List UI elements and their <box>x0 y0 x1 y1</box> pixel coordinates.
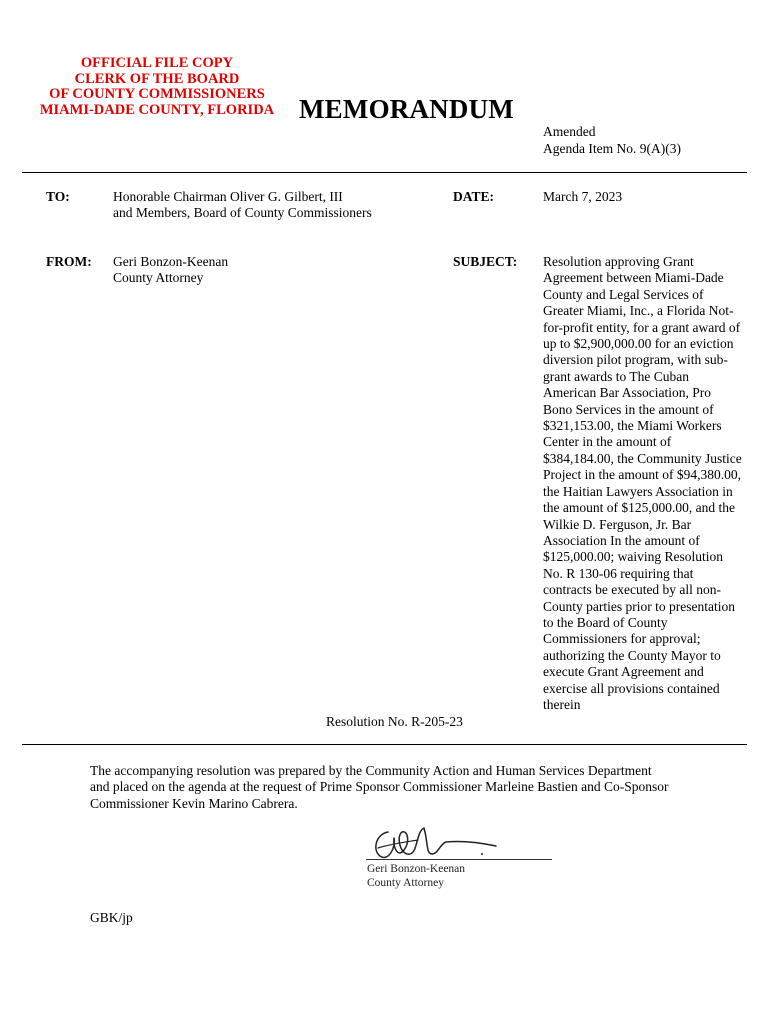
subject-line: execute Grant Agreement and <box>543 664 704 680</box>
subject-line: Commissioners for approval; <box>543 631 701 647</box>
from-label: FROM: <box>46 254 92 269</box>
subject-line: $384,184.00, the Community Justice <box>543 450 742 466</box>
stamp-line: MIAMI-DADE COUNTY, FLORIDA <box>39 101 275 118</box>
signatory-name: Geri Bonzon-Keenan <box>367 863 466 875</box>
memo-body <box>90 763 700 812</box>
subject-line: Bono Services in the amount of <box>543 401 714 417</box>
memo-title: MEMORANDUM <box>299 94 514 124</box>
subject-line: Wilkie D. Ferguson, Jr. Bar <box>543 516 692 532</box>
stamp-line: OF COUNTY COMMISSIONERS <box>49 86 265 102</box>
amended-label: Amended <box>543 124 596 139</box>
subject-line: Agreement between Miami-Dade <box>543 270 724 286</box>
from-line: Geri Bonzon-Keenan <box>113 254 229 269</box>
date-value: March 7, 2023 <box>543 189 623 204</box>
agenda-block <box>543 123 681 157</box>
subject-line: exercise all provisions contained <box>543 680 720 696</box>
subject-line: to the Board of County <box>543 614 668 630</box>
agenda-item-number: Agenda Item No. 9(A)(3) <box>543 141 681 156</box>
body-line: The accompanying resolution was prepared by the Community Action and Human Services Department <box>90 763 652 778</box>
subject-line: Greater Miami, Inc., a Florida Not- <box>543 303 734 319</box>
subject-text <box>543 254 753 713</box>
subject-line: authorizing the County Mayor to <box>543 647 721 663</box>
subject-line: grant awards to The Cuban <box>543 368 689 384</box>
subject-line: $125,000.00; waiving Resolution <box>543 549 723 565</box>
subject-line: No. R 130-06 requiring that <box>543 565 694 581</box>
subject-line: up to $2,900,000.00 for an eviction <box>543 336 734 352</box>
from-line: County Attorney <box>113 270 204 286</box>
typist-initials: GBK/jp <box>90 910 133 925</box>
official-file-copy-stamp <box>30 56 284 118</box>
subject-line: the amount of $125,000.00, and the <box>543 500 735 516</box>
to-line: Honorable Chairman Oliver G. Gilbert, III <box>113 189 343 204</box>
to-line: and Members, Board of County Commissioners <box>113 205 372 221</box>
header-divider <box>22 172 747 173</box>
from-sender <box>113 254 228 287</box>
body-line: Commissioner Kevin Marino Cabrera. <box>90 795 298 811</box>
to-recipient <box>113 189 372 222</box>
subject-line: for-profit entity, for a grant award of <box>543 319 741 335</box>
subject-line: contracts be executed by all non- <box>543 582 722 598</box>
body-line: and placed on the agenda at the request of Prime Sponsor Commissioner Marleine Bastien and Co-Sponsor <box>90 779 669 795</box>
subject-line: Resolution approving Grant <box>543 254 694 269</box>
subject-line: County parties prior to presentation <box>543 598 735 614</box>
date-label: DATE: <box>453 189 495 204</box>
stamp-line: OFFICIAL FILE COPY <box>80 55 234 71</box>
subject-line: diversion pilot program, with sub- <box>543 352 728 368</box>
subject-line: $321,153.00, the Miami Workers <box>543 418 722 434</box>
subject-line: Center in the amount of <box>543 434 672 450</box>
to-label: TO: <box>46 189 70 204</box>
subject-line: Project in the amount of $94,380.00, <box>543 467 741 483</box>
body-divider <box>22 744 747 745</box>
subject-line: therein <box>543 696 581 712</box>
subject-label: SUBJECT: <box>453 254 518 269</box>
signature-block <box>367 862 465 890</box>
subject-line: the Haitian Lawyers Association in <box>543 483 733 499</box>
signature-line <box>366 859 552 860</box>
resolution-number: Resolution No. R-205-23 <box>326 714 463 729</box>
subject-line: County and Legal Services of <box>543 286 704 302</box>
stamp-line: CLERK OF THE BOARD <box>74 70 240 87</box>
signatory-title: County Attorney <box>367 877 444 889</box>
subject-line: American Bar Association, Pro <box>543 385 711 401</box>
subject-line: Association In the amount of <box>543 532 700 548</box>
